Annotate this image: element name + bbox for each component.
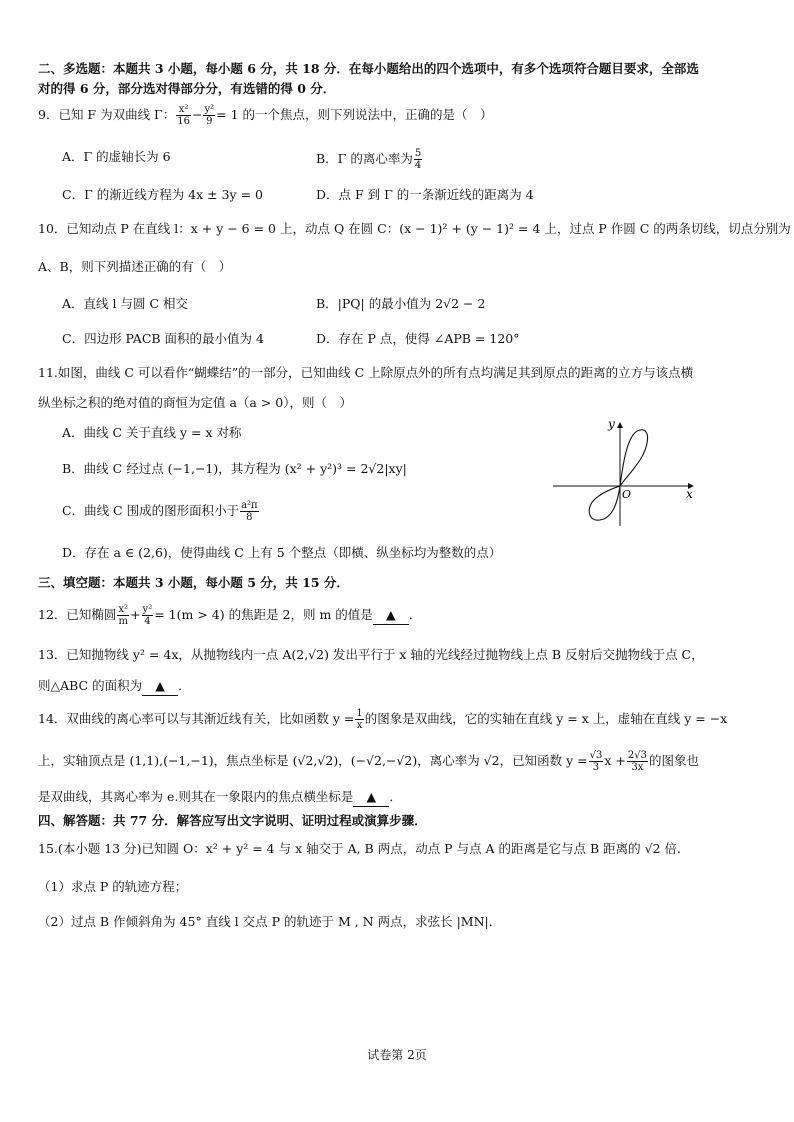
q13-stem: 13．已知抛物线 y² = 4x，从抛物线内一点 A(2,√2) 发出平行于 x 轴的光线经过抛物线上点 B 反射后交抛物线于点 C，: [38, 647, 704, 662]
q14-line3: 是双曲线，其离心率为 e.则其在一象限内的焦点横坐标是 ▲ ．: [38, 788, 756, 807]
q9-option-d: D．点 F 到 Γ 的一条渐近线的距离为 4: [316, 187, 534, 202]
q9-options-row1: [62, 148, 756, 171]
graph-y-label: y: [608, 418, 615, 431]
section2-title: 二、多选题：本题共 3 小题，每小题 6 分，共 18 分．在每小题给出的四个选项中，有多个选项符合题目要求，全部选: [38, 61, 699, 76]
q9-option-b: B．Γ 的离心率为 $\frac{5}{4}$: [316, 148, 422, 171]
answer-blank: ▲: [142, 677, 178, 696]
q10-option-a: A．直线 l 与圆 C 相交: [62, 296, 188, 311]
section4-title: 四、解答题：共 77 分．解答应写出文字说明、证明过程或演算步骤．: [38, 813, 427, 828]
q10-options-row1: [62, 295, 756, 313]
q9-stem: 9．已知 F 为双曲线 Γ： $\frac{\text{x²}}{16}$ − $\frac{\text{y²}}{9}$ = 1 的一个焦点，则下列说法中，正确的是（ ）: [38, 104, 493, 127]
q10-option-d: D．存在 P 点，使得 ∠APB = 120°: [316, 331, 520, 346]
q10-stem-cont: A、B，则下列描述正确的有（ ）: [38, 259, 232, 274]
q9-frac1: $\frac{\text{x²}}{16}$: [177, 104, 190, 127]
section2-title-cont: 对的得 6 分，部分选对得部分分，有选错的得 0 分．: [38, 81, 336, 96]
graph-x-label: x: [686, 487, 693, 501]
butterfly-curve-graph: [548, 418, 698, 528]
section3-title: 三、填空题：本题共 3 小题，每小题 5 分，共 15 分．: [38, 575, 349, 590]
q14-line2: 上，实轴顶点是 (1,1),(−1,−1)，焦点坐标是 (√2,√2)，(−√2,−√2)，离心率为 √2，已知函数 y = $\frac{√3}{3}$ x + $\frac{2√3}{3x}$ 的图象也: [38, 750, 699, 773]
answer-blank: ▲: [373, 606, 409, 625]
q14-line1: 14．双曲线的离心率可以与其渐近线有关，比如函数 y = $\frac{1}{x}$ 的图象是双曲线，它的实轴在直线 y = x 上，虚轴在直线 y = −x: [38, 708, 728, 731]
y-axis-arrow: [617, 422, 623, 428]
q11-stem-cont: 纵坐标之积的绝对值的商恒为定值 a（a > 0），则（ ）: [38, 395, 353, 410]
q15-stem: 15.(本小题 13 分)已知圆 O：x² + y² = 4 与 x 轴交于 A, B 两点，动点 P 与点 A 的距离是它与点 B 距离的 √2 倍．: [38, 841, 690, 856]
q10-option-b: B．|PQ| 的最小值为 2√2 − 2: [316, 296, 486, 311]
q9-frac2: $\frac{\text{y²}}{9}$: [204, 104, 215, 127]
q15-part2: （2）过点 B 作倾斜角为 45° 直线 l 交点 P 的轨迹于 M , N 两点，求弦长 |MN|．: [38, 914, 502, 929]
q10-options-row2: [62, 330, 756, 348]
q15-part1: （1）求点 P 的轨迹方程；: [38, 879, 188, 894]
q12-stem: 12．已知椭圆 $\frac{\text{x²}}{m}$ + $\frac{\text{y²}}{4}$ = 1(m > 4) 的焦距是 2，则 m 的值是 ▲ ．: [38, 604, 422, 627]
page-footer: 试卷第 2页: [367, 1048, 427, 1062]
q11-option-a: A．曲线 C 关于直线 y = x 对称: [62, 425, 242, 440]
q9-options-row2: [62, 186, 756, 204]
q9-option-a: A．Γ 的虚轴长为 6: [62, 149, 171, 164]
q11-option-c: C．曲线 C 围成的图形面积小于 $\frac{\text{a²π}}{8}$: [62, 500, 258, 523]
answer-blank: ▲: [353, 788, 389, 807]
curve-loop-q3: [589, 486, 620, 520]
curve-loop-q1: [620, 430, 648, 486]
q10-stem: 10．已知动点 P 在直线 l：x + y − 6 = 0 上，动点 Q 在圆 C：(x − 1)² + (y − 1)² = 4 上，过点 P 作圆 C 的两条切线，切点分别为: [38, 221, 791, 236]
q13-stem-cont: 则△ABC 的面积为 ▲ ．: [38, 677, 756, 696]
q10-option-c: C．四边形 PACB 面积的最小值为 4: [62, 331, 264, 346]
q9-option-c: C．Γ 的渐近线方程为 4x ± 3y = 0: [62, 187, 263, 202]
q11-option-d: D．存在 a ∈ (2,6)，使得曲线 C 上有 5 个整点（即横、纵坐标均为整数的点）: [62, 545, 502, 560]
q11-option-b: B．曲线 C 经过点 (−1,−1)，其方程为 (x² + y²)³ = 2√2|xy|: [62, 461, 407, 476]
graph-origin-label: O: [622, 488, 632, 501]
q11-stem: 11.如图，曲线 C 可以看作“蝴蝶结”的一部分，已知曲线 C 上除原点外的所有点均满足其到原点的距离的立方与该点横: [38, 365, 694, 380]
